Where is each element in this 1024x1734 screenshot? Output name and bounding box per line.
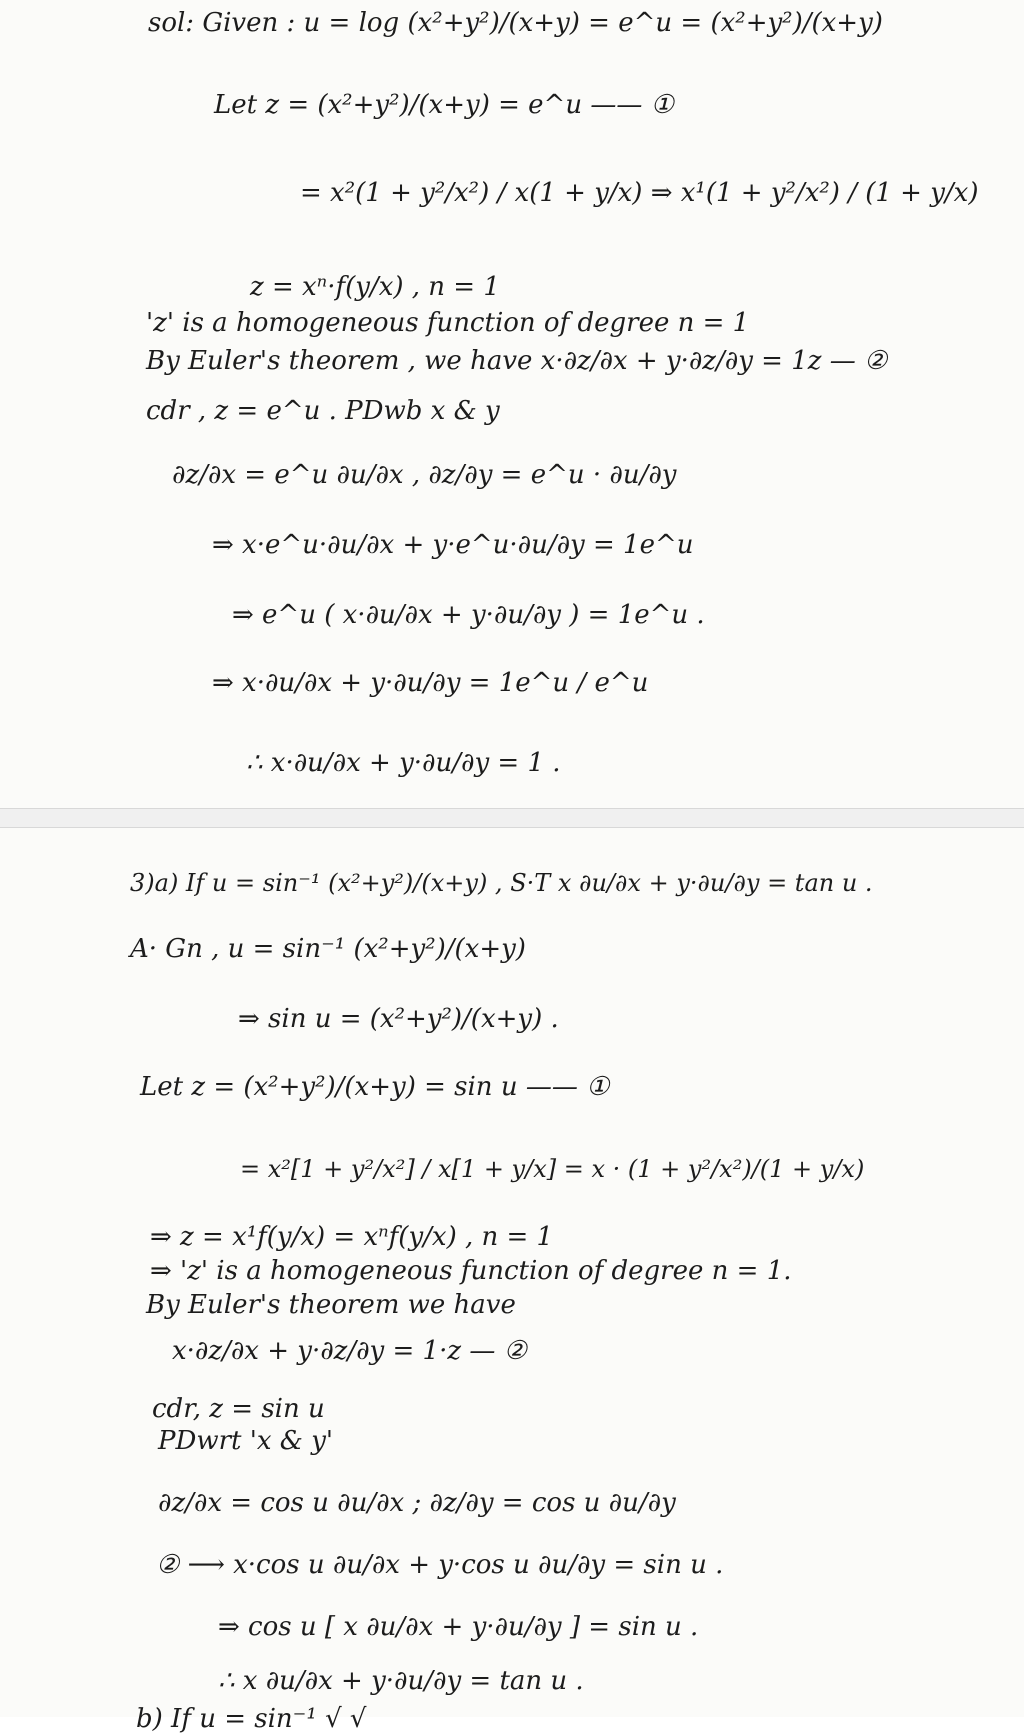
line-divide: ⇒ x·∂u/∂x + y·∂u/∂y = 1e^u / e^u xyxy=(212,668,649,698)
line-given: A· Gn , u = sin⁻¹ (x²+y²)/(x+y) xyxy=(130,934,526,964)
line-z-form: ⇒ z = x¹f(y/x) = xⁿf(y/x) , n = 1 xyxy=(150,1222,554,1252)
page-separator xyxy=(0,808,1024,828)
line-let-z: Let z = (x²+y²)/(x+y) = sin u —— ① xyxy=(140,1072,610,1102)
line-substitute: ⇒ x·e^u·∂u/∂x + y·e^u·∂u/∂y = 1e^u xyxy=(212,530,694,560)
line-factor-cos: ⇒ cos u [ x ∂u/∂x + y·∂u/∂y ] = sin u . xyxy=(218,1612,699,1642)
notes-page-bottom xyxy=(0,828,1024,1734)
line-partials: ∂z/∂x = cos u ∂u/∂x ; ∂z/∂y = cos u ∂u/∂y xyxy=(158,1488,676,1518)
line-pd: PDwrt 'x & y' xyxy=(158,1426,334,1456)
line-homogeneous: 'z' is a homogeneous function of degree n = 1 xyxy=(146,308,750,338)
line-given: sol: Given : u = log (x²+y²)/(x+y) = e^u = (x²+y²)/(x+y) xyxy=(148,8,883,38)
line-consider: cdr, z = sin u xyxy=(152,1394,325,1424)
line-part-b: b) If u = sin⁻¹ √ √ xyxy=(136,1704,367,1734)
line-z-form: z = xⁿ·f(y/x) , n = 1 xyxy=(250,272,500,302)
line-homogeneous: ⇒ 'z' is a homogeneous function of degree n = 1. xyxy=(150,1256,792,1286)
line-result: ∴ x·∂u/∂x + y·∂u/∂y = 1 . xyxy=(246,748,561,778)
line-partials: ∂z/∂x = e^u ∂u/∂x , ∂z/∂y = e^u · ∂u/∂y xyxy=(172,460,677,490)
line-question: 3)a) If u = sin⁻¹ (x²+y²)/(x+y) , S·T x ∂u/∂x + y·∂u/∂y = tan u . xyxy=(130,869,873,897)
line-factor-eu: ⇒ e^u ( x·∂u/∂x + y·∂u/∂y ) = 1e^u . xyxy=(232,600,705,630)
line-euler: x·∂z/∂x + y·∂z/∂y = 1·z — ② xyxy=(172,1336,527,1366)
line-substitute: ② ⟶ x·cos u ∂u/∂x + y·cos u ∂u/∂y = sin u . xyxy=(156,1550,724,1580)
notes-page-top xyxy=(0,0,1024,808)
line-let-z: Let z = (x²+y²)/(x+y) = e^u —— ① xyxy=(214,90,674,120)
line-result: ∴ x ∂u/∂x + y·∂u/∂y = tan u . xyxy=(218,1666,584,1696)
line-euler-intro: By Euler's theorem we have xyxy=(146,1290,516,1320)
line-sin-u: ⇒ sin u = (x²+y²)/(x+y) . xyxy=(238,1004,559,1034)
line-factor: = x²(1 + y²/x²) / x(1 + y/x) ⇒ x¹(1 + y²/x²) / (1 + y/x) xyxy=(300,178,979,208)
line-factor: = x²[1 + y²/x²] / x[1 + y/x] = x · (1 + y²/x²)/(1 + y/x) xyxy=(240,1155,865,1183)
line-consider: cdr , z = e^u . PDwb x & y xyxy=(146,396,500,426)
line-euler: By Euler's theorem , we have x·∂z/∂x + y·∂z/∂y = 1z — ② xyxy=(146,346,888,376)
